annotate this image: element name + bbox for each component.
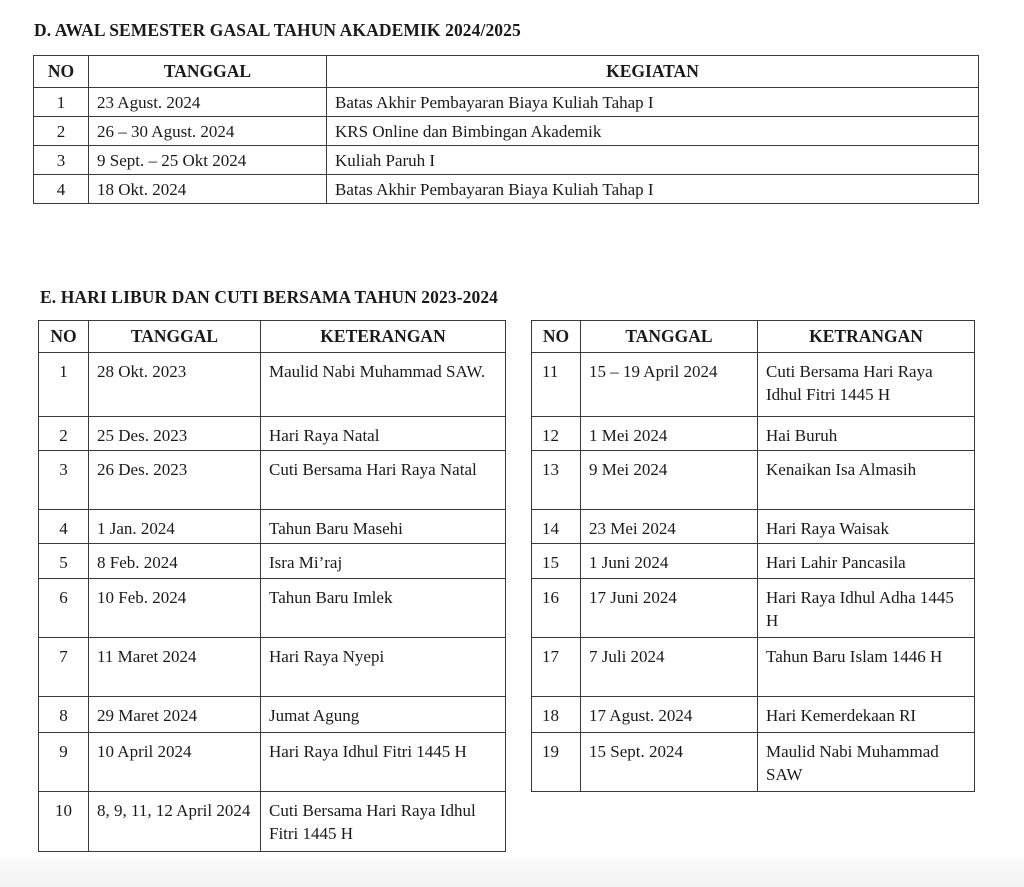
cell-keterangan: Jumat Agung [261, 697, 506, 733]
cell-kegiatan: KRS Online dan Bimbingan Akademik [327, 117, 979, 146]
cell-tanggal: 1 Jan. 2024 [89, 510, 261, 544]
cell-no: 3 [34, 146, 89, 175]
cell-kegiatan: Kuliah Paruh I [327, 146, 979, 175]
cell-no: 13 [532, 451, 581, 510]
cell-tanggal: 25 Des. 2023 [89, 417, 261, 451]
section-e-heading: E. HARI LIBUR DAN CUTI BERSAMA TAHUN 2023-2024 [40, 287, 499, 307]
table-row [532, 579, 975, 638]
cell-tanggal: 17 Juni 2024 [581, 579, 758, 638]
cell-keterangan: Hai Buruh [758, 417, 975, 451]
cell-tanggal: 18 Okt. 2024 [89, 175, 327, 204]
table-row [39, 417, 506, 451]
cell-keterangan: Kenaikan Isa Almasih [758, 451, 975, 510]
header-keterangan: KETERANGAN [261, 321, 506, 353]
table-header-row [34, 56, 979, 88]
cell-tanggal: 10 Feb. 2024 [89, 579, 261, 638]
cell-keterangan: Hari Raya Natal [261, 417, 506, 451]
cell-tanggal: 17 Agust. 2024 [581, 697, 758, 733]
cell-tanggal: 10 April 2024 [89, 733, 261, 792]
table-header-row [39, 321, 506, 353]
section-d-heading: D. AWAL SEMESTER GASAL TAHUN AKADEMIK 2024/2025 [34, 20, 521, 40]
cell-tanggal: 8 Feb. 2024 [89, 544, 261, 579]
table-row [39, 544, 506, 579]
cell-keterangan: Hari Raya Idhul Adha 1445 H [758, 579, 975, 638]
cell-no: 4 [34, 175, 89, 204]
cell-tanggal: 26 – 30 Agust. 2024 [89, 117, 327, 146]
cell-no: 5 [39, 544, 89, 579]
cell-keterangan: Cuti Bersama Hari Raya Natal [261, 451, 506, 510]
cell-no: 2 [39, 417, 89, 451]
cell-tanggal: 29 Maret 2024 [89, 697, 261, 733]
table-row [34, 175, 979, 204]
cell-tanggal: 28 Okt. 2023 [89, 353, 261, 417]
table-row [532, 353, 975, 417]
cell-no: 1 [34, 88, 89, 117]
cell-tanggal: 26 Des. 2023 [89, 451, 261, 510]
header-tanggal: TANGGAL [581, 321, 758, 353]
table-row [532, 510, 975, 544]
page-bottom-edge [0, 858, 1024, 887]
cell-keterangan: Maulid Nabi Muhammad SAW [758, 733, 975, 792]
cell-no: 11 [532, 353, 581, 417]
table-row [34, 146, 979, 175]
cell-keterangan: Isra Mi’raj [261, 544, 506, 579]
cell-no: 10 [39, 792, 89, 852]
cell-no: 4 [39, 510, 89, 544]
header-no: NO [39, 321, 89, 353]
table-row [39, 638, 506, 697]
table-row [39, 697, 506, 733]
header-no: NO [532, 321, 581, 353]
cell-keterangan: Tahun Baru Masehi [261, 510, 506, 544]
table-row [532, 544, 975, 579]
cell-kegiatan: Batas Akhir Pembayaran Biaya Kuliah Tahap I [327, 88, 979, 117]
cell-keterangan: Cuti Bersama Hari Raya Idhul Fitri 1445 H [261, 792, 506, 852]
cell-no: 18 [532, 697, 581, 733]
cell-tanggal: 23 Agust. 2024 [89, 88, 327, 117]
cell-no: 16 [532, 579, 581, 638]
table-header-row [532, 321, 975, 353]
cell-keterangan: Tahun Baru Islam 1446 H [758, 638, 975, 697]
cell-kegiatan: Batas Akhir Pembayaran Biaya Kuliah Tahap I [327, 175, 979, 204]
table-row [532, 697, 975, 733]
table-row [532, 638, 975, 697]
cell-no: 1 [39, 353, 89, 417]
table-row [532, 733, 975, 792]
cell-no: 14 [532, 510, 581, 544]
cell-keterangan: Maulid Nabi Muhammad SAW. [261, 353, 506, 417]
cell-no: 6 [39, 579, 89, 638]
table-row [532, 451, 975, 510]
cell-no: 12 [532, 417, 581, 451]
cell-no: 3 [39, 451, 89, 510]
cell-no: 8 [39, 697, 89, 733]
cell-tanggal: 7 Juli 2024 [581, 638, 758, 697]
cell-no: 15 [532, 544, 581, 579]
table-row [532, 417, 975, 451]
cell-no: 7 [39, 638, 89, 697]
cell-tanggal: 15 – 19 April 2024 [581, 353, 758, 417]
cell-no: 9 [39, 733, 89, 792]
cell-tanggal: 11 Maret 2024 [89, 638, 261, 697]
table-row [39, 792, 506, 852]
cell-keterangan: Hari Kemerdekaan RI [758, 697, 975, 733]
cell-keterangan: Cuti Bersama Hari Raya Idhul Fitri 1445 H [758, 353, 975, 417]
cell-tanggal: 9 Mei 2024 [581, 451, 758, 510]
table-row [34, 117, 979, 146]
header-tanggal: TANGGAL [89, 321, 261, 353]
table-row [34, 88, 979, 117]
cell-tanggal: 23 Mei 2024 [581, 510, 758, 544]
cell-tanggal: 8, 9, 11, 12 April 2024 [89, 792, 261, 852]
cell-no: 2 [34, 117, 89, 146]
holiday-table-left [38, 320, 506, 852]
cell-no: 19 [532, 733, 581, 792]
table-row [39, 579, 506, 638]
header-no: NO [34, 56, 89, 88]
cell-keterangan: Tahun Baru Imlek [261, 579, 506, 638]
header-tanggal: TANGGAL [89, 56, 327, 88]
cell-tanggal: 9 Sept. – 25 Okt 2024 [89, 146, 327, 175]
academic-calendar-table [33, 55, 979, 204]
table-row [39, 510, 506, 544]
cell-no: 17 [532, 638, 581, 697]
cell-keterangan: Hari Raya Waisak [758, 510, 975, 544]
cell-keterangan: Hari Lahir Pancasila [758, 544, 975, 579]
header-keterangan: KETRANGAN [758, 321, 975, 353]
cell-keterangan: Hari Raya Idhul Fitri 1445 H [261, 733, 506, 792]
cell-keterangan: Hari Raya Nyepi [261, 638, 506, 697]
header-kegiatan: KEGIATAN [327, 56, 979, 88]
holiday-table-right [531, 320, 975, 792]
cell-tanggal: 1 Juni 2024 [581, 544, 758, 579]
table-row [39, 451, 506, 510]
table-row [39, 353, 506, 417]
cell-tanggal: 15 Sept. 2024 [581, 733, 758, 792]
table-row [39, 733, 506, 792]
cell-tanggal: 1 Mei 2024 [581, 417, 758, 451]
